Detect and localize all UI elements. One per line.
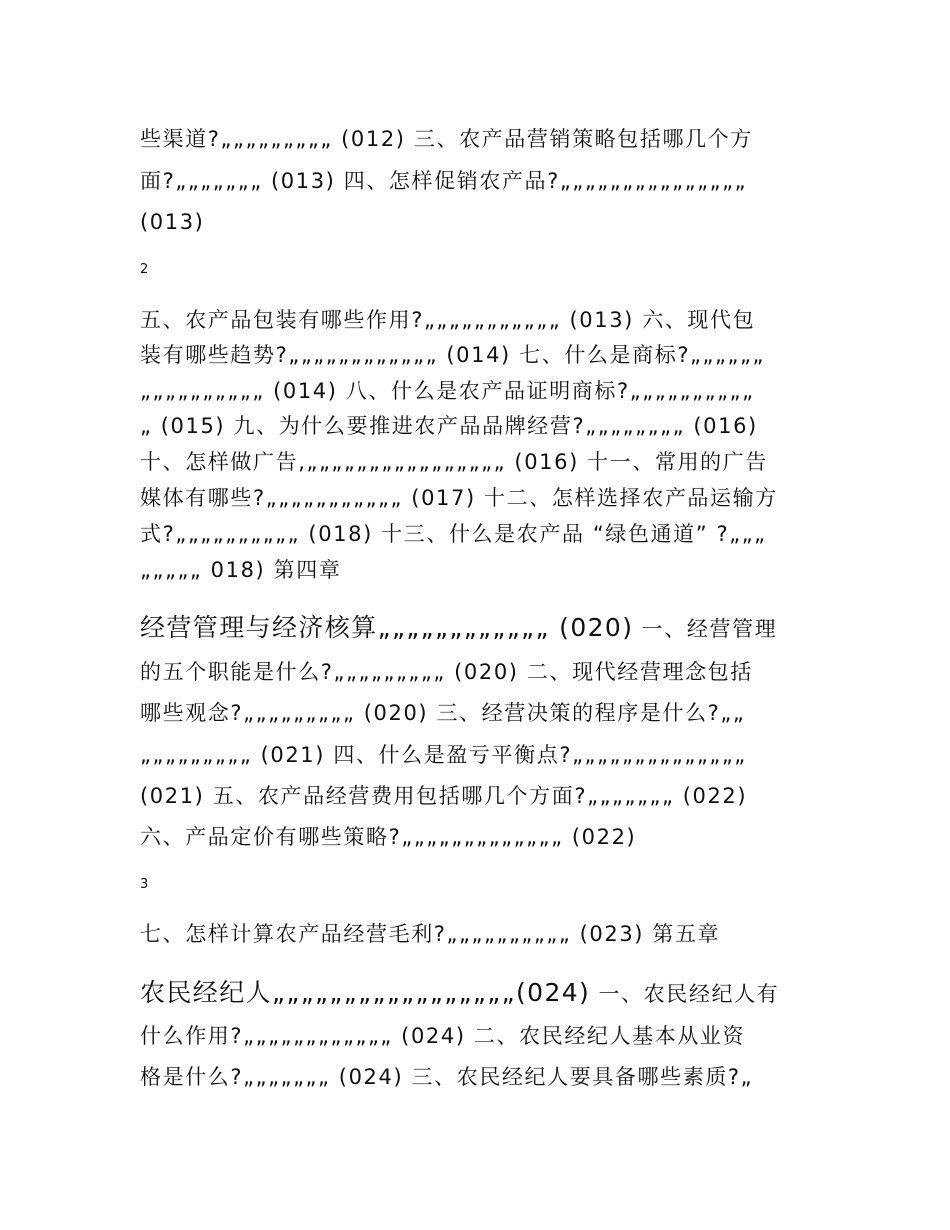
- toc-line: 六、产品定价有哪些策略?„„„„„„„„„„„„„ (022): [140, 825, 637, 849]
- page-number: 3: [140, 877, 149, 892]
- toc-line: 格是什么?„„„„„„„ (024) 三、农民经纪人要具备哪些素质?„: [140, 1065, 754, 1089]
- chapter-heading-rest: 一、农民经纪人有: [590, 982, 780, 1006]
- toc-line: 哪些观念?„„„„„„„„„ (020) 三、经营决策的程序是什么?„„: [140, 701, 746, 725]
- chapter-heading-line: [140, 976, 779, 1011]
- toc-line: 式?„„„„„„„„„„ (018) 十三、什么是农产品 “绿色通道” ?„„„: [140, 522, 767, 546]
- toc-line: 什么作用?„„„„„„„„„„„„ (024) 二、农民经纪人基本从业资: [140, 1024, 746, 1048]
- toc-line: „ (015) 九、为什么要推进农产品品牌经营?„„„„„„„„ (016): [140, 414, 758, 438]
- toc-line: „„„„„„„„„ (021) 四、什么是盈亏平衡点?„„„„„„„„„„„„„„: [140, 743, 747, 767]
- toc-line: „„„„„ 018) 第四章: [140, 558, 342, 582]
- chapter-heading-rest: 一、经营管理: [633, 617, 778, 641]
- toc-line: 十、怎样做广告,„„„„„„„„„„„„„„„„ (016) 十一、常用的广告: [140, 450, 768, 474]
- toc-line: „„„„„„„„„„ (014) 八、什么是农产品证明商标?„„„„„„„„„„: [140, 379, 755, 403]
- toc-line: 五、农产品包装有哪些作用?„„„„„„„„„„„ (013) 六、现代包: [140, 308, 756, 332]
- toc-line: 的五个职能是什么?„„„„„„„„„ (020) 二、现代经营理念包括: [140, 660, 753, 684]
- toc-line: (021) 五、农产品经营费用包括哪几个方面?„„„„„„„ (022): [140, 784, 748, 808]
- toc-line: 面?„„„„„„„ (013) 四、怎样促销农产品?„„„„„„„„„„„„„„„: [140, 169, 748, 193]
- toc-line: 七、怎样计算农产品经营毛利?„„„„„„„„„„ (023) 第五章: [140, 922, 721, 946]
- toc-line: 装有哪些趋势?„„„„„„„„„„„„ (014) 七、什么是商标?„„„„„„: [140, 343, 765, 367]
- chapter-title: 农民经纪人„„„„„„„„„„„„„„„„„(024): [140, 978, 591, 1007]
- toc-line: (013): [140, 210, 205, 234]
- toc-line: 媒体有哪些?„„„„„„„„„„„ (017) 十二、怎样选择农产品运输方: [140, 486, 778, 510]
- chapter-heading-line: [140, 611, 777, 646]
- chapter-title: 经营管理与经济核算„„„„„„„„„„„„ (020): [140, 613, 634, 642]
- page-number: 2: [140, 262, 149, 277]
- toc-line: 些渠道?„„„„„„„„„ (012) 三、农产品营销策略包括哪几个方: [140, 127, 753, 151]
